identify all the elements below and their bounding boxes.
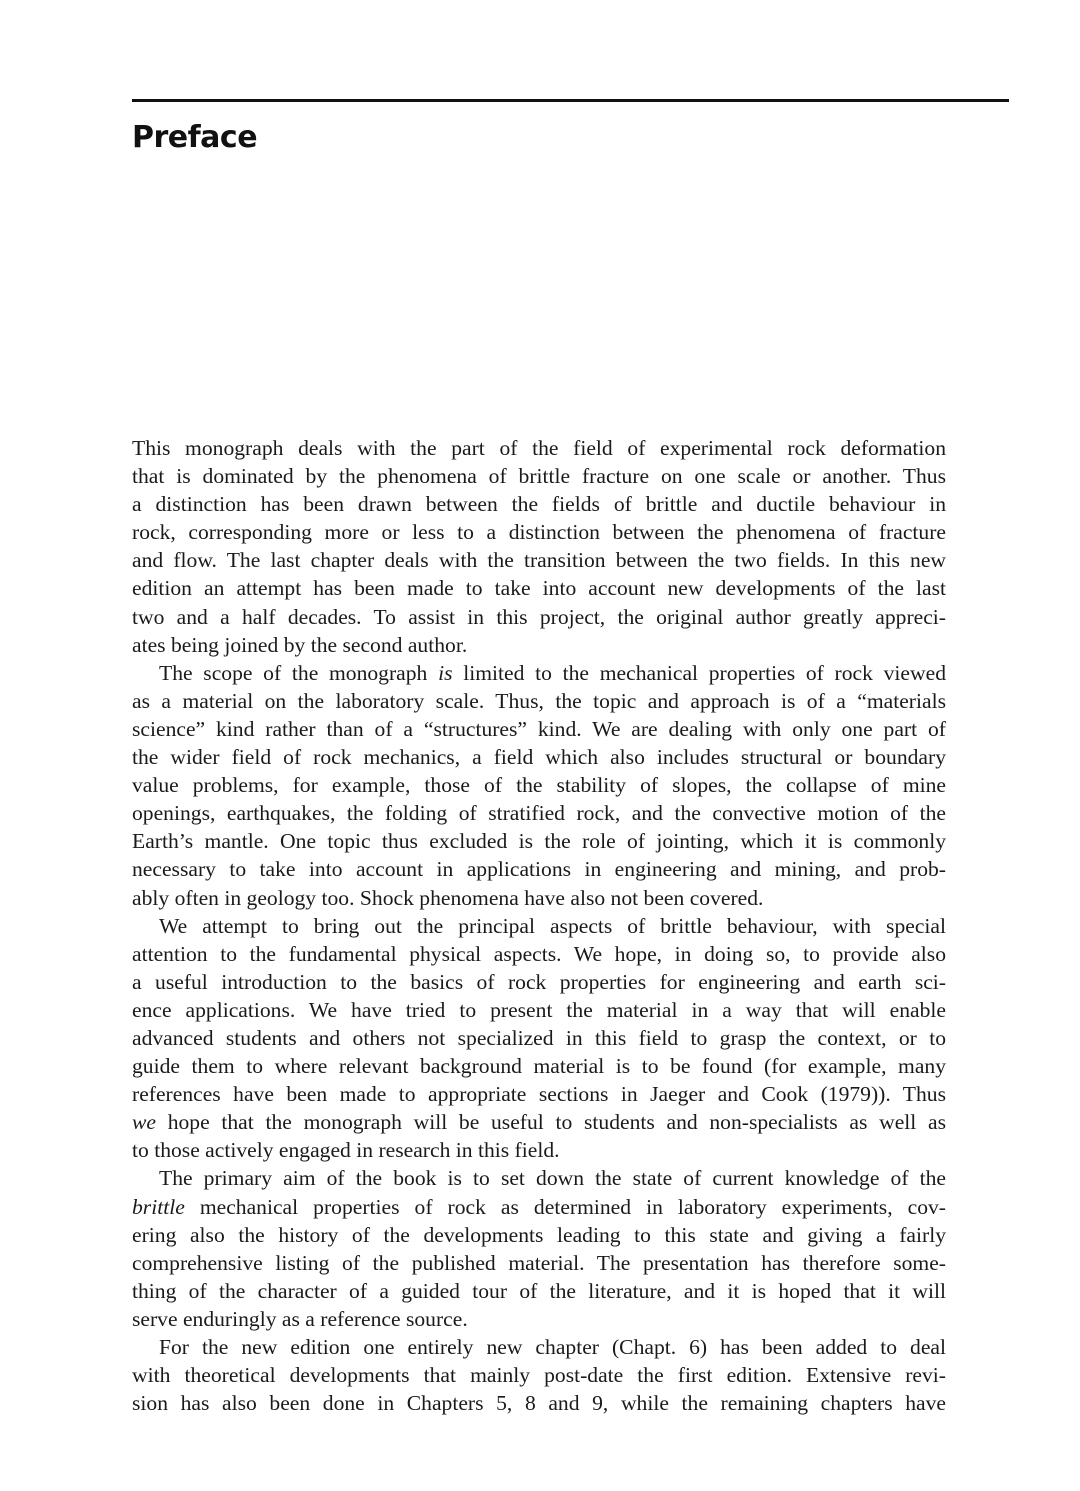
text-run: limited to the mechanical properties of rock viewed <box>452 660 946 685</box>
preface-body <box>132 434 946 1417</box>
paragraph-5 <box>132 1333 946 1417</box>
text-line: We attempt to bring out the principal aspects of brittle behaviour, with special <box>159 913 946 938</box>
text-line: ably often in geology too. Shock phenomena have also not been covered. <box>132 885 764 910</box>
text-line <box>132 1108 946 1136</box>
text-line: science” kind rather than of a “structures” kind. We are dealing with only one part of <box>132 716 946 741</box>
text-line: value problems, for example, those of the stability of slopes, the collapse of mine <box>132 773 946 798</box>
text-line: ence applications. We have tried to present the material in a way that will enable <box>132 997 946 1022</box>
text-line: openings, earthquakes, the folding of stratified rock, and the convective motion of the <box>132 801 946 826</box>
text-line: that is dominated by the phenomena of brittle fracture on one scale or another. Thus <box>132 464 946 489</box>
text-line: comprehensive listing of the published material. The presentation has therefore some- <box>132 1250 946 1275</box>
text-line: The primary aim of the book is to set down the state of current knowledge of the <box>159 1166 946 1191</box>
text-run: mechanical properties of rock as determined in laboratory experiments, cov- <box>184 1194 946 1219</box>
text-line: to those actively engaged in research in this field. <box>132 1138 560 1163</box>
text-line: serve enduringly as a reference source. <box>132 1306 468 1331</box>
text-run: hope that the monograph will be useful to students and non-specialists as well as <box>156 1110 946 1135</box>
text-line: This monograph deals with the part of the field of experimental rock deformation <box>132 436 946 460</box>
text-line: a useful introduction to the basics of rock properties for engineering and earth sci- <box>132 969 946 994</box>
text-line: as a material on the laboratory scale. Thus, the topic and approach is of a “materials <box>132 688 946 713</box>
text-line: thing of the character of a guided tour of the literature, and it is hoped that it will <box>132 1278 946 1303</box>
header-rule <box>132 99 1009 102</box>
text-line: the wider field of rock mechanics, a field which also includes structural or boundary <box>132 745 946 770</box>
paragraph-4 <box>132 1164 946 1333</box>
paragraph-3 <box>132 912 946 1165</box>
text-run: The scope of the monograph <box>159 660 439 685</box>
emphasis: we <box>132 1110 156 1135</box>
page-title: Preface <box>132 120 258 155</box>
text-line: two and a half decades. To assist in this project, the original author greatly appreci- <box>132 604 946 629</box>
text-line: sion has also been done in Chapters 5, 8 and 9, while the remaining chapters have <box>132 1391 946 1416</box>
emphasis: is <box>438 660 453 685</box>
text-line: edition an attempt has been made to take into account new developments of the last <box>132 576 946 601</box>
paragraph-1 <box>132 434 946 659</box>
text-line: necessary to take into account in applications in engineering and mining, and prob- <box>132 857 946 882</box>
text-line: Earth’s mantle. One topic thus excluded is the role of jointing, which it is commonly <box>132 829 946 854</box>
text-line: references have been made to appropriate sections in Jaeger and Cook (1979)). Thus <box>132 1082 946 1107</box>
text-line: guide them to where relevant background material is to be found (for example, many <box>132 1054 946 1079</box>
text-line <box>132 659 946 687</box>
text-line: with theoretical developments that mainly post-date the first edition. Extensive revi- <box>132 1363 946 1388</box>
text-line: ates being joined by the second author. <box>132 632 468 657</box>
text-line: and flow. The last chapter deals with the transition between the two fields. In this new <box>132 548 946 573</box>
text-line: attention to the fundamental physical aspects. We hope, in doing so, to provide also <box>132 941 946 966</box>
text-line: For the new edition one entirely new chapter (Chapt. 6) has been added to deal <box>159 1335 946 1359</box>
text-line: ering also the history of the developments leading to this state and giving a fairly <box>132 1222 946 1247</box>
emphasis: brittle <box>132 1194 185 1219</box>
text-line: advanced students and others not specialized in this field to grasp the context, or to <box>132 1025 946 1050</box>
text-line <box>132 1193 946 1221</box>
text-line: rock, corresponding more or less to a distinction between the phenomena of fracture <box>132 520 946 545</box>
paragraph-2 <box>132 659 946 912</box>
text-line: a distinction has been drawn between the fields of brittle and ductile behaviour in <box>132 492 946 517</box>
